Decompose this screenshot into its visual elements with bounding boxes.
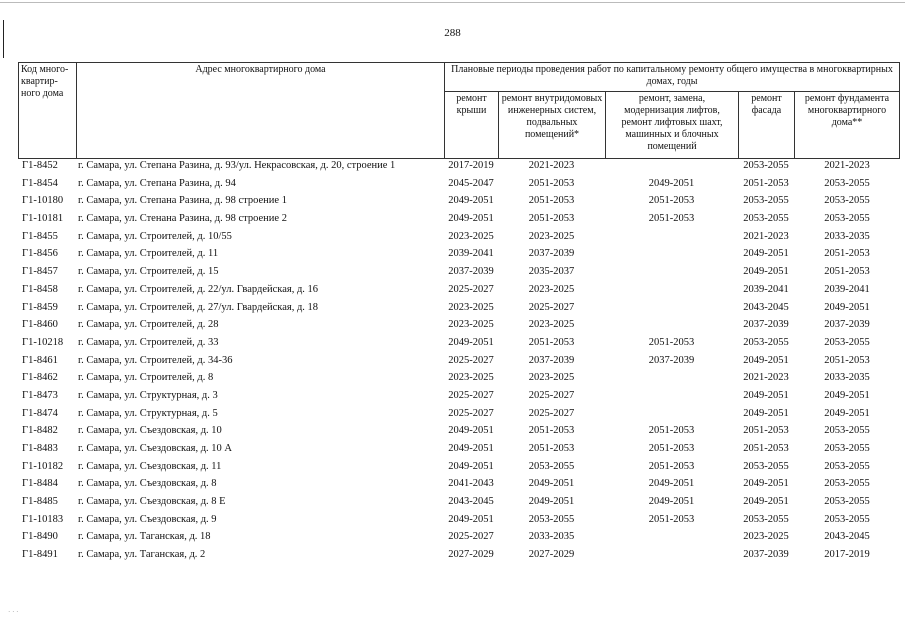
cell-code: Г1-8460 (22, 319, 58, 331)
cell-roof: 2049-2051 (448, 425, 494, 437)
cell-foundation: 2051-2053 (824, 248, 870, 260)
cell-address: г. Самара, ул. Съездовская, д. 8 Е (78, 496, 226, 508)
cell-foundation: 2053-2055 (824, 460, 870, 472)
cell-facade: 2037-2039 (743, 319, 789, 331)
cell-systems: 2037-2039 (528, 354, 575, 366)
cell-systems: 2051-2053 (528, 443, 575, 454)
table-row (18, 530, 900, 548)
cell-code: Г1-8474 (22, 407, 58, 419)
cell-facade: 2051-2053 (743, 177, 789, 189)
cell-address: г. Самара, ул. Строителей, д. 27/ул. Гвардейская, д. 18 (78, 301, 319, 313)
cell-facade: 2053-2055 (743, 213, 789, 225)
cell-systems: 2027-2029 (528, 549, 575, 561)
cell-code: Г1-10182 (22, 460, 64, 472)
cell-code: Г1-8491 (22, 549, 58, 561)
cell-foundation: 2053-2055 (824, 195, 870, 207)
table-row (18, 548, 900, 566)
table-row (18, 424, 900, 442)
table-row (18, 318, 900, 336)
cell-code: Г1-8490 (22, 531, 58, 543)
cell-address: г. Самара, ул. Съездовская, д. 9 (78, 513, 217, 525)
cell-roof: 2049-2051 (448, 513, 494, 525)
cell-lift: 2049-2051 (648, 177, 695, 189)
cell-roof: 2025-2027 (448, 354, 494, 366)
cell-systems: 2053-2055 (528, 513, 575, 525)
table-row (18, 194, 900, 212)
page-top-edge (0, 2, 905, 3)
cell-lift: 2049-2051 (648, 478, 695, 490)
table-row (18, 212, 900, 230)
cell-code: Г1-8459 (22, 301, 58, 313)
table-row (18, 177, 900, 195)
cell-code: Г1-8484 (22, 478, 58, 490)
cell-systems: 2025-2027 (528, 301, 575, 313)
header-systems: ремонт внутридомовых инженерных систем, подвальных помещений* (498, 91, 606, 159)
cell-foundation: 2053-2055 (824, 513, 870, 525)
cell-address: г. Самара, ул. Съездовская, д. 8 (78, 478, 217, 490)
cell-systems: 2037-2039 (528, 248, 575, 260)
cell-roof: 2023-2025 (448, 301, 494, 313)
header-lift: ремонт, замена, модернизация лифтов, ремонт лифтовых шахт, машинных и блочных помещений (605, 91, 739, 159)
cell-lift: 2051-2053 (648, 425, 695, 437)
header-foundation: ремонт фундамента многоквартирного дома** (794, 91, 900, 159)
cell-foundation: 2053-2055 (824, 336, 870, 348)
cell-systems: 2033-2035 (528, 531, 575, 543)
cell-systems: 2025-2027 (528, 407, 575, 419)
cell-foundation: 2051-2053 (824, 354, 870, 366)
cell-address: г. Самара, ул. Съездовская, д. 10 (78, 425, 222, 437)
table-row (18, 389, 900, 407)
cell-code: Г1-10183 (22, 513, 64, 525)
cell-roof: 2025-2027 (448, 389, 494, 401)
table-row (18, 159, 900, 177)
cell-facade: 2051-2053 (743, 443, 789, 454)
table-row (18, 495, 900, 513)
cell-code: Г1-8461 (22, 354, 58, 366)
cell-roof: 2027-2029 (448, 549, 494, 561)
cell-foundation: 2049-2051 (824, 407, 870, 419)
cell-systems: 2021-2023 (528, 160, 575, 171)
header-periods: Плановые периоды проведения работ по капитальному ремонту общего имущества в многоквартирных домах, годы (444, 62, 900, 92)
table-row (18, 460, 900, 478)
cell-foundation: 2053-2055 (824, 177, 870, 189)
cell-systems: 2023-2025 (528, 230, 575, 242)
table-row (18, 230, 900, 248)
cell-systems: 2023-2025 (528, 283, 575, 295)
cell-facade: 2053-2055 (743, 160, 789, 171)
header-roof: ремонт крыши (444, 91, 499, 159)
cell-code: Г1-8454 (22, 177, 58, 189)
cell-facade: 2049-2051 (743, 354, 789, 366)
table-row (18, 371, 900, 389)
cell-address: г. Самара, ул. Степана Разина, д. 93/ул. Некрасовская, д. 20, строение 1 (78, 160, 396, 171)
table-row (18, 247, 900, 265)
cell-facade: 2037-2039 (743, 549, 789, 561)
cell-foundation: 2049-2051 (824, 389, 870, 401)
cell-foundation: 2049-2051 (824, 301, 870, 313)
cell-systems: 2035-2037 (528, 266, 575, 278)
cell-roof: 2043-2045 (448, 496, 494, 508)
page-number: 288 (444, 27, 461, 39)
cell-address: г. Самара, ул. Структурная, д. 5 (78, 407, 218, 419)
cell-systems: 2051-2053 (528, 425, 575, 437)
cell-roof: 2049-2051 (448, 460, 494, 472)
cell-systems: 2051-2053 (528, 177, 575, 189)
cell-facade: 2053-2055 (743, 336, 789, 348)
cell-code: Г1-8462 (22, 372, 58, 384)
cell-facade: 2049-2051 (743, 496, 789, 508)
cell-code: Г1-10180 (22, 195, 64, 207)
cell-facade: 2049-2051 (743, 266, 789, 278)
cell-address: г. Самара, ул. Степана Разина, д. 94 (78, 177, 236, 189)
header-facade: ремонт фасада (738, 91, 795, 159)
cell-systems: 2051-2053 (528, 213, 575, 225)
cell-systems: 2051-2053 (528, 195, 575, 207)
cell-systems: 2025-2027 (528, 389, 575, 401)
margin-mark (3, 20, 4, 58)
cell-foundation: 2017-2019 (824, 549, 870, 561)
cell-roof: 2017-2019 (448, 160, 494, 171)
cell-roof: 2049-2051 (448, 213, 494, 225)
cell-address: г. Самара, ул. Таганская, д. 18 (78, 531, 211, 543)
cell-facade: 2053-2055 (743, 460, 789, 472)
cell-facade: 2049-2051 (743, 389, 789, 401)
cell-roof: 2023-2025 (448, 319, 494, 331)
cell-foundation: 2021-2023 (824, 160, 870, 171)
cell-roof: 2045-2047 (448, 177, 494, 189)
cell-systems: 2051-2053 (528, 336, 575, 348)
cell-facade: 2021-2023 (743, 372, 789, 384)
cell-roof: 2049-2051 (448, 195, 494, 207)
cell-facade: 2053-2055 (743, 513, 789, 525)
cell-code: Г1-10181 (22, 213, 64, 225)
cell-foundation: 2053-2055 (824, 496, 870, 508)
cell-code: Г1-8457 (22, 266, 58, 278)
cell-facade: 2023-2025 (743, 531, 789, 543)
cell-code: Г1-8485 (22, 496, 58, 508)
cell-roof: 2041-2043 (448, 478, 494, 490)
cell-roof: 2023-2025 (448, 230, 494, 242)
cell-foundation: 2043-2045 (824, 531, 870, 543)
cell-systems: 2053-2055 (528, 460, 575, 472)
cell-address: г. Самара, ул. Строителей, д. 15 (78, 266, 219, 278)
table-row (18, 477, 900, 495)
cell-foundation: 2053-2055 (824, 443, 870, 454)
cell-foundation: 2033-2035 (824, 372, 870, 384)
cell-address: г. Самара, ул. Строителей, д. 34-36 (78, 354, 233, 366)
table-row (18, 513, 900, 531)
cell-facade: 2049-2051 (743, 248, 789, 260)
cell-address: г. Самара, ул. Строителей, д. 8 (78, 372, 214, 384)
cell-address: г. Самара, ул. Стенана Разина, д. 98 строение 2 (78, 213, 287, 225)
cell-foundation: 2037-2039 (824, 319, 870, 331)
cell-systems: 2023-2025 (528, 319, 575, 331)
cell-code: Г1-8452 (22, 160, 58, 171)
cell-facade: 2043-2045 (743, 301, 789, 313)
cell-code: Г1-8473 (22, 389, 58, 401)
cell-address: г. Самара, ул. Строителей, д. 11 (78, 248, 219, 260)
cell-roof: 2023-2025 (448, 372, 494, 384)
cell-roof: 2025-2027 (448, 531, 494, 543)
cell-roof: 2037-2039 (448, 266, 494, 278)
table-row (18, 265, 900, 283)
table-row (18, 301, 900, 319)
cell-lift: 2037-2039 (648, 354, 695, 366)
cell-address: г. Самара, ул. Степана Разина, д. 98 строение 1 (78, 195, 287, 207)
header-address: Адрес многоквартирного дома (76, 62, 445, 159)
cell-address: г. Самара, ул. Строителей, д. 22/ул. Гвардейская, д. 16 (78, 283, 319, 295)
cell-foundation: 2033-2035 (824, 230, 870, 242)
cell-foundation: 2053-2055 (824, 425, 870, 437)
cell-code: Г1-8458 (22, 283, 58, 295)
cell-foundation: 2053-2055 (824, 478, 870, 490)
cell-foundation: 2039-2041 (824, 283, 870, 295)
cell-systems: 2049-2051 (528, 478, 575, 490)
cell-lift: 2051-2053 (648, 460, 695, 472)
cell-code: Г1-10218 (22, 336, 64, 348)
cell-code: Г1-8483 (22, 443, 58, 454)
table-row (18, 283, 900, 301)
header-code: Код много-квартир-ного дома (18, 62, 77, 159)
cell-code: Г1-8482 (22, 425, 58, 437)
table-row (18, 407, 900, 425)
cell-address: г. Самара, ул. Структурная, д. 3 (78, 389, 218, 401)
cell-facade: 2049-2051 (743, 407, 789, 419)
cell-code: Г1-8455 (22, 230, 58, 242)
cell-lift: 2051-2053 (648, 513, 695, 525)
table-row (18, 336, 900, 354)
table-header (18, 62, 900, 159)
cell-lift: 2051-2053 (648, 213, 695, 225)
cell-roof: 2039-2041 (448, 248, 494, 260)
cell-roof: 2049-2051 (448, 336, 494, 348)
cell-lift: 2049-2051 (648, 496, 695, 508)
cell-foundation: 2051-2053 (824, 266, 870, 278)
cell-facade: 2021-2023 (743, 230, 789, 242)
cell-code: Г1-8456 (22, 248, 58, 260)
cell-address: г. Самара, ул. Таганская, д. 2 (78, 549, 206, 561)
table-row (18, 442, 900, 460)
table-body (18, 159, 900, 566)
cell-address: г. Самара, ул. Съездовская, д. 11 (78, 460, 222, 472)
cell-address: г. Самара, ул. Строителей, д. 10/55 (78, 230, 232, 242)
cell-lift: 2051-2053 (648, 336, 695, 348)
cell-roof: 2025-2027 (448, 407, 494, 419)
cell-address: г. Самара, ул. Съездовская, д. 10 А (78, 443, 233, 454)
cell-lift: 2051-2053 (648, 195, 695, 207)
cell-address: г. Самара, ул. Строителей, д. 28 (78, 319, 219, 331)
cell-address: г. Самара, ул. Строителей, д. 33 (78, 336, 219, 348)
cell-systems: 2049-2051 (528, 496, 575, 508)
cell-systems: 2023-2025 (528, 372, 575, 384)
cell-roof: 2025-2027 (448, 283, 494, 295)
cell-facade: 2049-2051 (743, 478, 789, 490)
table-row (18, 354, 900, 372)
cell-facade: 2039-2041 (743, 283, 789, 295)
cell-lift: 2051-2053 (648, 443, 695, 454)
cell-facade: 2051-2053 (743, 425, 789, 437)
cell-roof: 2049-2051 (448, 443, 494, 454)
cell-foundation: 2053-2055 (824, 213, 870, 225)
cell-facade: 2053-2055 (743, 195, 789, 207)
scan-smudge: · · · (8, 608, 19, 616)
